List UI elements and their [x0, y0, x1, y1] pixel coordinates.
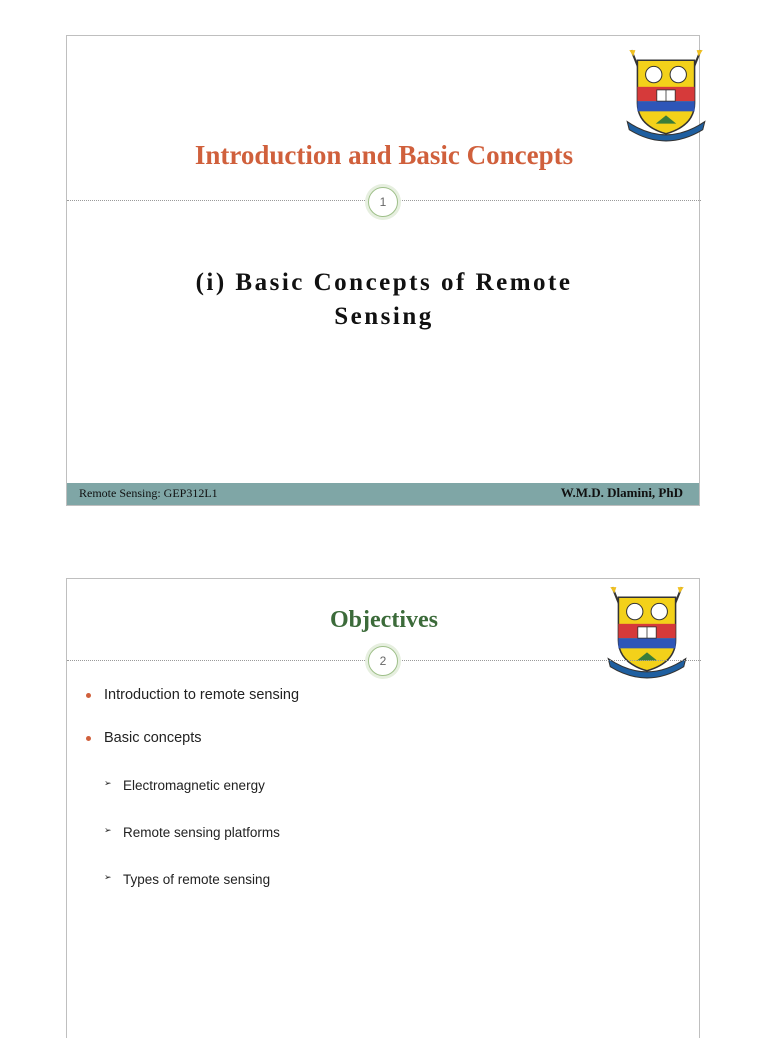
arrow-bullet-icon: ➢: [104, 825, 112, 835]
slide-title: Introduction and Basic Concepts: [194, 140, 574, 170]
sub-list-item: [85, 778, 299, 825]
subtitle-line-2: Sensing: [334, 303, 434, 330]
objectives-list: [85, 687, 299, 919]
slide-title: Objectives: [330, 607, 438, 633]
slide-1: [66, 35, 700, 506]
list-item-text: Introduction to remote sensing: [104, 687, 300, 703]
bullet-dot-icon: [86, 693, 91, 698]
sub-list-item-text: Remote sensing platforms: [123, 825, 280, 840]
list-item: [85, 730, 299, 778]
course-code: Remote Sensing: GEP312L1: [79, 486, 218, 500]
slide-footer: [67, 483, 699, 505]
slide-number: 1: [368, 187, 398, 217]
sub-list-item: [85, 872, 299, 919]
slide-subtitle: [67, 266, 701, 334]
arrow-bullet-icon: ➢: [104, 778, 112, 788]
author-name: W.M.D. Dlamini, PhD: [560, 485, 683, 500]
list-item: [85, 687, 299, 730]
sub-list-item-text: Types of remote sensing: [123, 872, 271, 887]
list-item-text: Basic concepts: [104, 730, 202, 746]
university-crest-logo: [625, 46, 707, 144]
arrow-bullet-icon: ➢: [104, 872, 112, 882]
slide-2: [66, 578, 700, 1038]
bullet-dot-icon: [86, 736, 91, 741]
subtitle-line-1: (i) Basic Concepts of Remote: [195, 269, 573, 296]
sub-list-item: [85, 825, 299, 872]
slide-number: 2: [368, 646, 398, 676]
sub-list-item-text: Electromagnetic energy: [123, 778, 265, 793]
